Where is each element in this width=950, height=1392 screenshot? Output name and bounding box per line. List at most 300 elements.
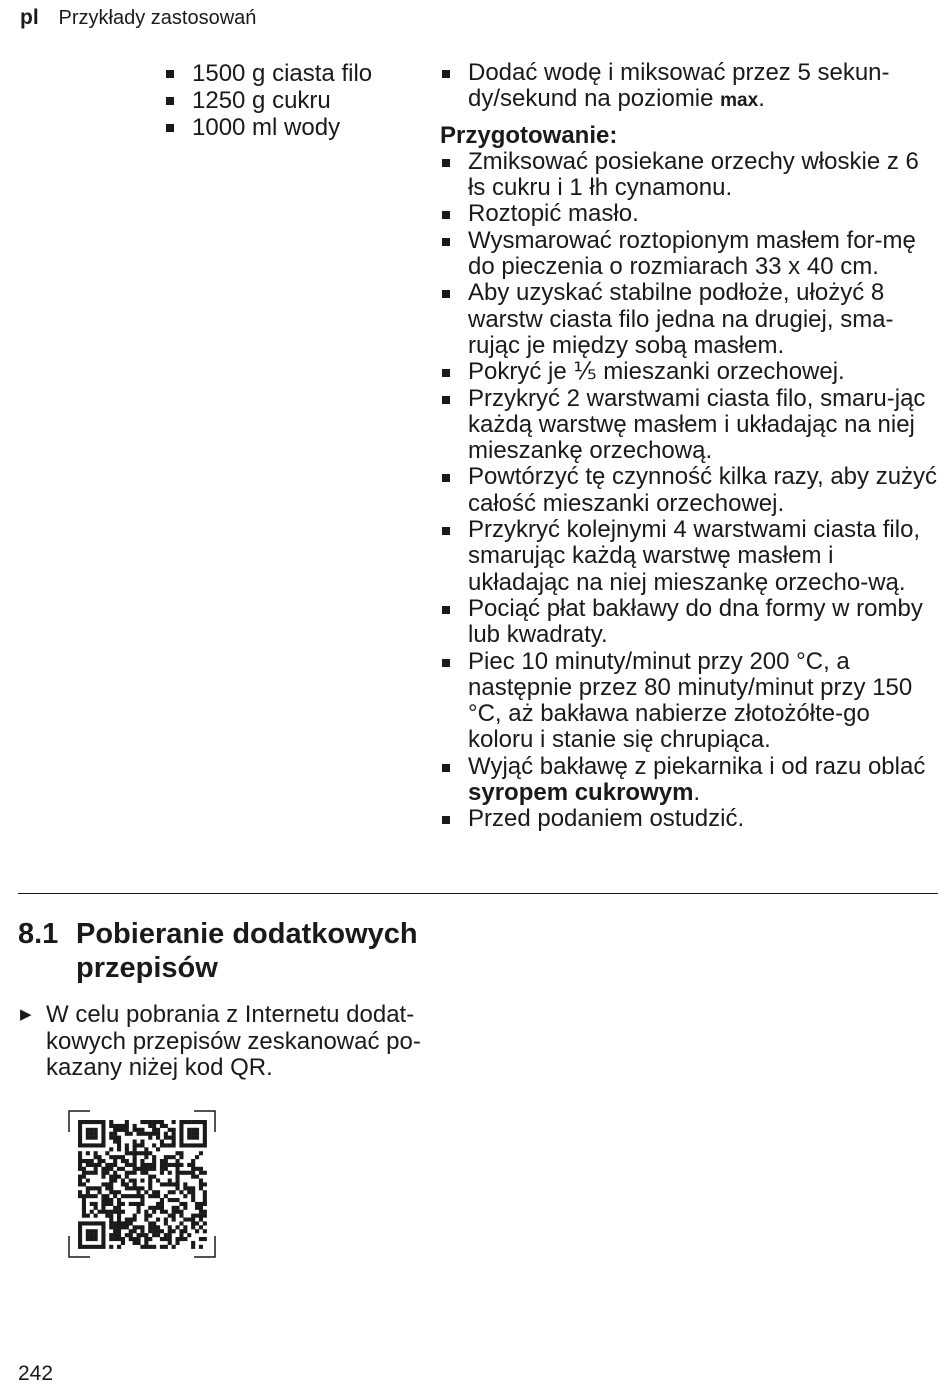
qr-module xyxy=(137,1128,141,1132)
qr-module xyxy=(203,1190,207,1194)
qr-module xyxy=(94,1206,98,1210)
qr-module xyxy=(86,1132,90,1136)
qr-module xyxy=(203,1143,207,1147)
qr-module xyxy=(117,1136,121,1140)
qr-module xyxy=(117,1202,121,1206)
qr-module xyxy=(101,1175,105,1179)
qr-module xyxy=(133,1155,137,1159)
qr-module xyxy=(98,1245,102,1249)
qr-module xyxy=(86,1186,90,1190)
qr-module xyxy=(137,1202,141,1206)
qr-module xyxy=(78,1182,82,1186)
qr-module xyxy=(117,1214,121,1218)
qr-module xyxy=(113,1140,117,1144)
qr-module xyxy=(86,1221,90,1225)
qr-module xyxy=(109,1186,113,1190)
qr-module xyxy=(199,1218,203,1222)
qr-module xyxy=(86,1143,90,1147)
qr-module xyxy=(195,1128,199,1132)
qr-module xyxy=(78,1143,82,1147)
qr-module xyxy=(203,1229,207,1233)
qr-module xyxy=(90,1221,94,1225)
qr-module xyxy=(160,1198,164,1202)
qr-module xyxy=(164,1218,168,1222)
qr-module xyxy=(172,1245,176,1249)
qr-module xyxy=(152,1190,156,1194)
qr-module xyxy=(117,1147,121,1151)
qr-module xyxy=(78,1155,82,1159)
qr-module xyxy=(133,1218,137,1222)
qr-module xyxy=(86,1120,90,1124)
qr-module xyxy=(176,1186,180,1190)
qr-module xyxy=(176,1198,180,1202)
qr-module xyxy=(137,1143,141,1147)
qr-module xyxy=(78,1159,82,1163)
qr-module xyxy=(156,1190,160,1194)
qr-module xyxy=(117,1233,121,1237)
qr-module xyxy=(179,1237,183,1241)
qr-module xyxy=(164,1210,168,1214)
qr-module xyxy=(156,1206,160,1210)
qr-module xyxy=(86,1194,90,1198)
qr-module xyxy=(203,1136,207,1140)
qr-module xyxy=(187,1128,191,1132)
qr-module xyxy=(98,1143,102,1147)
qr-module xyxy=(187,1190,191,1194)
qr-module xyxy=(144,1155,148,1159)
qr-module xyxy=(129,1202,133,1206)
qr-module xyxy=(164,1194,168,1198)
section-name: Przykłady zastosowań xyxy=(58,7,257,29)
qr-module xyxy=(98,1210,102,1214)
qr-module xyxy=(137,1194,141,1198)
qr-module xyxy=(144,1241,148,1245)
qr-module xyxy=(133,1151,137,1155)
ingredient-list xyxy=(164,60,372,141)
qr-module xyxy=(152,1120,156,1124)
qr-module xyxy=(140,1229,144,1233)
qr-module xyxy=(164,1221,168,1225)
qr-module xyxy=(105,1167,109,1171)
qr-module xyxy=(140,1233,144,1237)
qr-module xyxy=(101,1245,105,1249)
qr-module xyxy=(101,1233,105,1237)
qr-module xyxy=(109,1210,113,1214)
preparation-step: Wyjąć bakławę z piekarnika i od razu oblać syropem cukrowym. xyxy=(440,754,940,807)
page-header xyxy=(20,6,256,30)
qr-module xyxy=(90,1233,94,1237)
qr-module xyxy=(82,1210,86,1214)
qr-module xyxy=(172,1132,176,1136)
preparation-step: Piec 10 minuty/minut przy 200 °C, a następnie przez 80 minuty/minut przy 150 °C, aż bakława nabierze złotożółte-go koloru i stanie się chrupiąca. xyxy=(440,649,940,754)
qr-module xyxy=(168,1143,172,1147)
qr-module xyxy=(140,1163,144,1167)
qr-module xyxy=(199,1245,203,1249)
qr-module xyxy=(156,1147,160,1151)
qr-module xyxy=(82,1120,86,1124)
qr-module xyxy=(183,1120,187,1124)
qr-module xyxy=(199,1225,203,1229)
qr-module xyxy=(82,1159,86,1163)
qr-module xyxy=(152,1159,156,1163)
qr-module xyxy=(117,1155,121,1159)
qr-module xyxy=(101,1198,105,1202)
qr-module xyxy=(117,1225,121,1229)
qr-module xyxy=(78,1225,82,1229)
qr-module xyxy=(140,1198,144,1202)
qr-module xyxy=(82,1171,86,1175)
qr-module xyxy=(140,1179,144,1183)
qr-module xyxy=(160,1171,164,1175)
qr-module xyxy=(176,1210,180,1214)
qr-module xyxy=(109,1233,113,1237)
qr-module xyxy=(109,1237,113,1241)
qr-module xyxy=(179,1202,183,1206)
qr-module xyxy=(140,1120,144,1124)
qr-module xyxy=(176,1206,180,1210)
qr-module xyxy=(129,1194,133,1198)
qr-module xyxy=(101,1143,105,1147)
preparation-step: Pociąć płat bakławy do dna formy w romby lub kwadraty. xyxy=(440,596,940,649)
qr-module xyxy=(183,1182,187,1186)
preparation-step: Przykryć kolejnymi 4 warstwami ciasta filo, smarując każdą warstwę masłem i układając na niej mieszankę orzecho-wą. xyxy=(440,517,940,596)
ingredient-item: 1500 g ciasta filo xyxy=(164,60,372,87)
qr-module xyxy=(113,1163,117,1167)
qr-module xyxy=(113,1225,117,1229)
preparation-step: Roztopić masło. xyxy=(440,201,940,227)
qr-module xyxy=(152,1143,156,1147)
qr-module xyxy=(195,1136,199,1140)
preparation-step: Aby uzyskać stabilne podłoże, ułożyć 8 warstw ciasta filo jedna na drugiej, sma-rując je między sobą masłem. xyxy=(440,280,940,359)
qr-module xyxy=(160,1120,164,1124)
qr-module xyxy=(113,1155,117,1159)
qr-module xyxy=(195,1206,199,1210)
qr-module xyxy=(117,1124,121,1128)
qr-module xyxy=(86,1151,90,1155)
qr-module xyxy=(187,1233,191,1237)
qr-module xyxy=(164,1182,168,1186)
qr-module xyxy=(144,1218,148,1222)
qr-module xyxy=(179,1233,183,1237)
qr-module xyxy=(94,1221,98,1225)
qr-module xyxy=(117,1128,121,1132)
qr-code-icon xyxy=(68,1110,216,1258)
qr-module xyxy=(176,1179,180,1183)
qr-module xyxy=(152,1229,156,1233)
qr-module xyxy=(133,1143,137,1147)
qr-module xyxy=(113,1124,117,1128)
qr-module xyxy=(140,1202,144,1206)
qr-module xyxy=(179,1190,183,1194)
qr-module xyxy=(94,1167,98,1171)
qr-module xyxy=(78,1237,82,1241)
qr-module xyxy=(172,1182,176,1186)
qr-module xyxy=(86,1190,90,1194)
qr-module xyxy=(144,1147,148,1151)
section-heading xyxy=(18,917,456,985)
qr-module xyxy=(144,1214,148,1218)
qr-module xyxy=(203,1182,207,1186)
qr-module xyxy=(164,1237,168,1241)
qr-module xyxy=(78,1167,82,1171)
qr-module xyxy=(78,1140,82,1144)
qr-module xyxy=(164,1159,168,1163)
qr-module xyxy=(160,1182,164,1186)
qr-module xyxy=(109,1182,113,1186)
qr-module xyxy=(203,1198,207,1202)
qr-module xyxy=(140,1171,144,1175)
qr-module xyxy=(152,1132,156,1136)
qr-module xyxy=(133,1140,137,1144)
qr-module xyxy=(179,1214,183,1218)
qr-module xyxy=(179,1128,183,1132)
qr-module xyxy=(90,1120,94,1124)
qr-module xyxy=(156,1132,160,1136)
qr-module xyxy=(109,1218,113,1222)
qr-module xyxy=(148,1245,152,1249)
qr-module xyxy=(113,1221,117,1225)
qr-module xyxy=(129,1179,133,1183)
qr-code[interactable] xyxy=(68,1110,216,1258)
preparation-step: Przykryć 2 warstwami ciasta filo, smaru-jąc każdą warstwę masłem i układając na niej mieszankę orzechową. xyxy=(440,386,940,465)
section-instruction xyxy=(18,1002,458,1082)
qr-module xyxy=(148,1221,152,1225)
qr-module xyxy=(160,1229,164,1233)
qr-module xyxy=(101,1159,105,1163)
qr-module xyxy=(101,1210,105,1214)
qr-module xyxy=(82,1198,86,1202)
qr-module xyxy=(160,1124,164,1128)
qr-module xyxy=(86,1136,90,1140)
qr-module xyxy=(90,1143,94,1147)
qr-module xyxy=(101,1229,105,1233)
qr-module xyxy=(152,1194,156,1198)
qr-module xyxy=(78,1190,82,1194)
qr-module xyxy=(113,1190,117,1194)
preparation-step: Wysmarować roztopionym masłem for-mę do pieczenia o rozmiarach 33 x 40 cm. xyxy=(440,228,940,281)
qr-module xyxy=(113,1179,117,1183)
syrup-emphasis: syropem cukrowym xyxy=(468,779,694,807)
qr-module xyxy=(113,1229,117,1233)
qr-module xyxy=(78,1245,82,1249)
qr-module xyxy=(144,1151,148,1155)
qr-module xyxy=(144,1171,148,1175)
qr-module xyxy=(148,1214,152,1218)
qr-module xyxy=(109,1175,113,1179)
qr-module xyxy=(94,1194,98,1198)
qr-module xyxy=(199,1206,203,1210)
qr-module xyxy=(164,1132,168,1136)
qr-module xyxy=(172,1218,176,1222)
qr-module xyxy=(172,1155,176,1159)
qr-module xyxy=(82,1202,86,1206)
qr-module xyxy=(94,1136,98,1140)
qr-module xyxy=(121,1221,125,1225)
qr-module xyxy=(140,1140,144,1144)
preparation-step: Powtórzyć tę czynność kilka razy, aby zużyć całość mieszanki orzechowej. xyxy=(440,464,940,517)
qr-module xyxy=(125,1132,129,1136)
qr-module xyxy=(129,1132,133,1136)
qr-module xyxy=(195,1175,199,1179)
qr-module xyxy=(133,1225,137,1229)
qr-module xyxy=(94,1151,98,1155)
qr-module xyxy=(187,1186,191,1190)
qr-module xyxy=(94,1143,98,1147)
qr-module xyxy=(86,1229,90,1233)
qr-module xyxy=(176,1241,180,1245)
qr-module xyxy=(148,1167,152,1171)
triangle-bullet-icon: ▶ xyxy=(20,1006,32,1023)
qr-module xyxy=(129,1233,133,1237)
page-number: 242 xyxy=(18,1362,54,1385)
qr-module xyxy=(113,1206,117,1210)
qr-module xyxy=(176,1151,180,1155)
qr-module xyxy=(78,1229,82,1233)
qr-module xyxy=(203,1221,207,1225)
qr-module xyxy=(156,1128,160,1132)
qr-module xyxy=(152,1206,156,1210)
qr-module xyxy=(199,1171,203,1175)
qr-module xyxy=(203,1128,207,1132)
qr-module xyxy=(164,1163,168,1167)
qr-module xyxy=(195,1167,199,1171)
qr-module xyxy=(144,1163,148,1167)
qr-module xyxy=(148,1163,152,1167)
qr-module xyxy=(183,1186,187,1190)
qr-module xyxy=(113,1233,117,1237)
qr-module xyxy=(199,1120,203,1124)
qr-module xyxy=(78,1136,82,1140)
qr-module xyxy=(176,1237,180,1241)
qr-module xyxy=(199,1237,203,1241)
qr-module xyxy=(129,1237,133,1241)
qr-module xyxy=(199,1210,203,1214)
qr-module xyxy=(172,1163,176,1167)
qr-module xyxy=(160,1140,164,1144)
qr-module xyxy=(94,1155,98,1159)
qr-module xyxy=(164,1167,168,1171)
qr-module xyxy=(125,1194,129,1198)
qr-module xyxy=(133,1214,137,1218)
qr-module xyxy=(152,1245,156,1249)
qr-module xyxy=(179,1151,183,1155)
qr-module xyxy=(179,1229,183,1233)
qr-module xyxy=(90,1128,94,1132)
qr-module xyxy=(199,1214,203,1218)
qr-module xyxy=(109,1221,113,1225)
qr-module xyxy=(144,1120,148,1124)
qr-module xyxy=(172,1210,176,1214)
qr-module xyxy=(105,1182,109,1186)
qr-module xyxy=(176,1163,180,1167)
qr-module xyxy=(117,1206,121,1210)
qr-module xyxy=(152,1167,156,1171)
qr-module xyxy=(137,1167,141,1171)
qr-module xyxy=(113,1194,117,1198)
qr-module xyxy=(183,1237,187,1241)
preparation-title: Przygotowanie: xyxy=(440,121,618,149)
qr-module xyxy=(148,1194,152,1198)
qr-module xyxy=(86,1159,90,1163)
qr-module xyxy=(148,1136,152,1140)
qr-module xyxy=(90,1194,94,1198)
qr-module xyxy=(168,1182,172,1186)
qr-module xyxy=(117,1210,121,1214)
qr-module xyxy=(152,1175,156,1179)
qr-module xyxy=(199,1202,203,1206)
qr-module xyxy=(133,1171,137,1175)
qr-module xyxy=(160,1143,164,1147)
qr-module xyxy=(82,1175,86,1179)
qr-module xyxy=(117,1237,121,1241)
qr-module xyxy=(133,1237,137,1241)
qr-module xyxy=(90,1163,94,1167)
qr-module xyxy=(156,1194,160,1198)
qr-module xyxy=(140,1128,144,1132)
qr-module xyxy=(113,1159,117,1163)
qr-module xyxy=(199,1151,203,1155)
qr-module xyxy=(125,1128,129,1132)
qr-module xyxy=(101,1120,105,1124)
qr-module xyxy=(203,1210,207,1214)
qr-module xyxy=(121,1241,125,1245)
qr-module xyxy=(133,1229,137,1233)
qr-module xyxy=(191,1241,195,1245)
qr-module xyxy=(172,1214,176,1218)
qr-module xyxy=(117,1143,121,1147)
qr-module xyxy=(78,1120,82,1124)
qr-module xyxy=(121,1124,125,1128)
qr-module xyxy=(191,1194,195,1198)
qr-module xyxy=(133,1124,137,1128)
qr-module xyxy=(148,1124,152,1128)
qr-module xyxy=(168,1190,172,1194)
qr-module xyxy=(148,1186,152,1190)
qr-module xyxy=(144,1190,148,1194)
qr-module xyxy=(152,1155,156,1159)
qr-module xyxy=(156,1120,160,1124)
qr-module xyxy=(113,1132,117,1136)
qr-module xyxy=(156,1136,160,1140)
qr-module xyxy=(179,1140,183,1144)
qr-module xyxy=(121,1167,125,1171)
qr-module xyxy=(133,1159,137,1163)
qr-module xyxy=(179,1143,183,1147)
qr-module xyxy=(144,1245,148,1249)
qr-module xyxy=(172,1143,176,1147)
qr-module xyxy=(133,1194,137,1198)
qr-module xyxy=(125,1151,129,1155)
qr-module xyxy=(152,1221,156,1225)
qr-module xyxy=(168,1241,172,1245)
qr-module xyxy=(191,1159,195,1163)
qr-module xyxy=(94,1120,98,1124)
qr-module xyxy=(179,1210,183,1214)
qr-module xyxy=(203,1124,207,1128)
qr-module xyxy=(152,1233,156,1237)
qr-module xyxy=(176,1171,180,1175)
ingredient-item: 1250 g cukru xyxy=(164,87,372,114)
qr-module xyxy=(168,1136,172,1140)
qr-module xyxy=(98,1186,102,1190)
qr-module xyxy=(109,1245,113,1249)
qr-module xyxy=(176,1159,180,1163)
qr-module xyxy=(179,1163,183,1167)
qr-module xyxy=(94,1237,98,1241)
qr-module xyxy=(187,1171,191,1175)
qr-module xyxy=(183,1194,187,1198)
qr-module xyxy=(140,1132,144,1136)
